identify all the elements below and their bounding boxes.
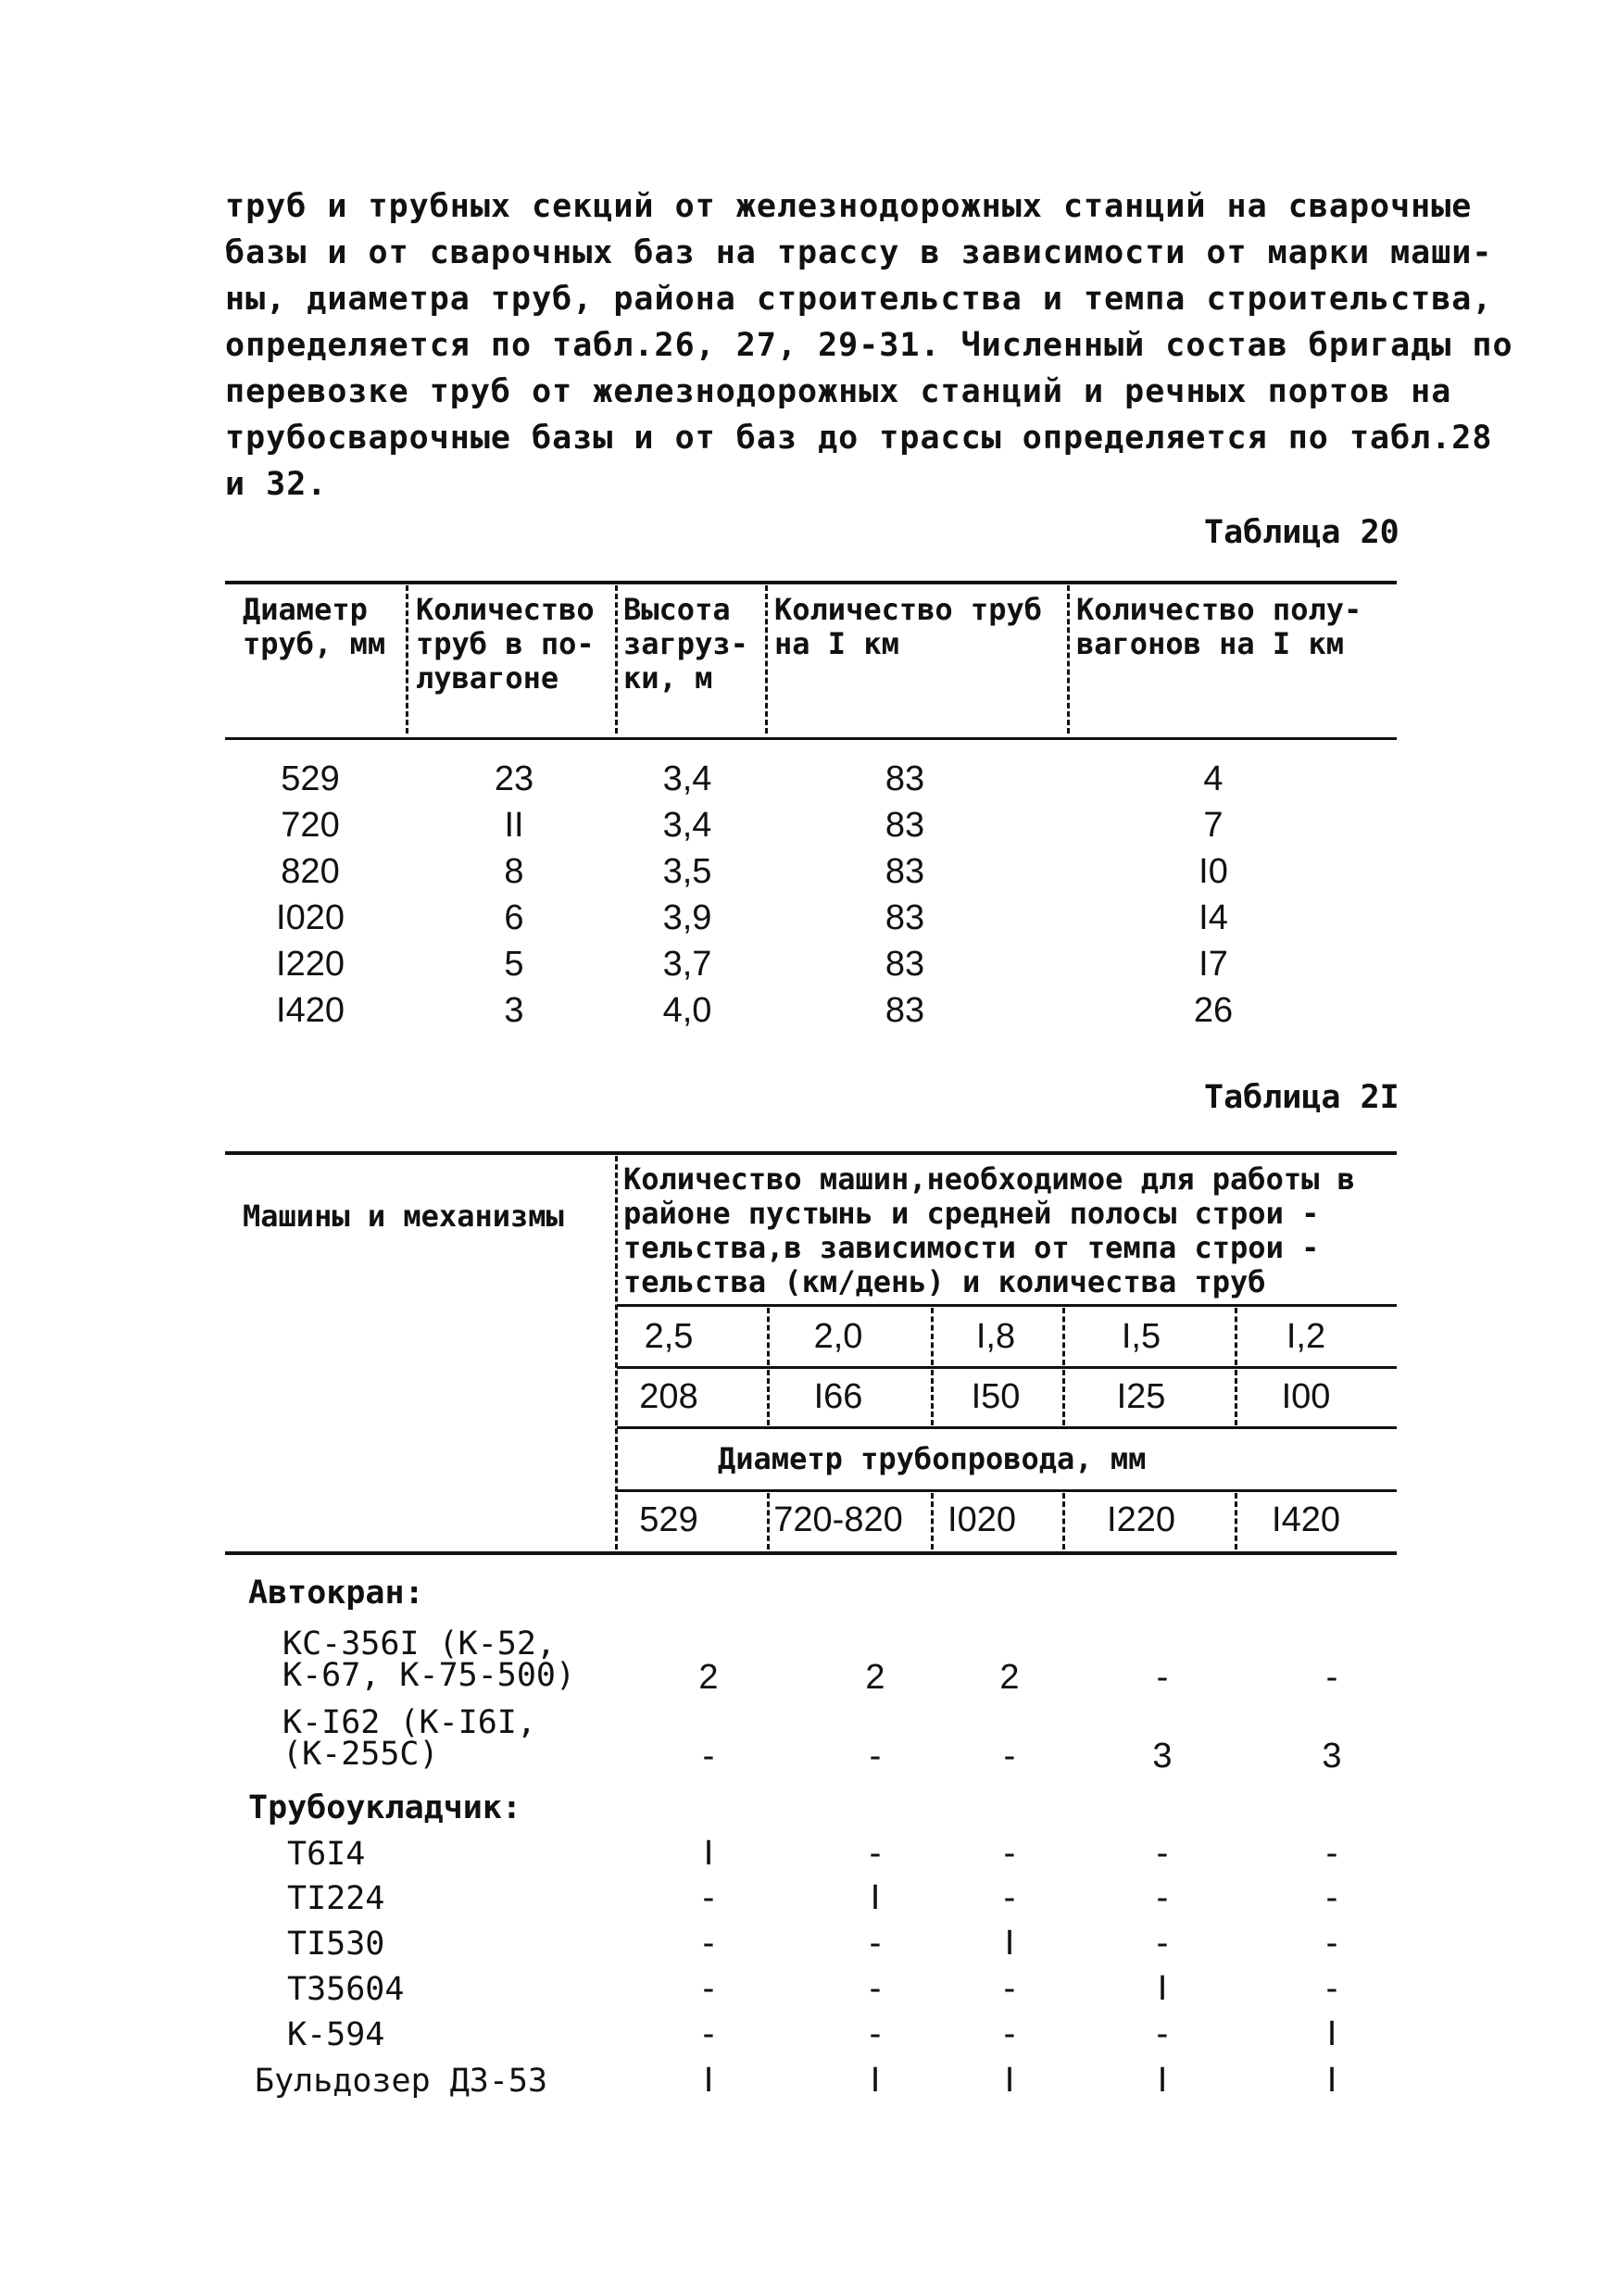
quantity-cell: - <box>1325 1834 1338 1873</box>
quantity-cell: - <box>1003 1969 1016 2008</box>
paragraph-line: базы и от сварочных баз на трассу в зависимости от марки маши- <box>225 234 1493 271</box>
table20-header-pipes-per-km: Количество труб на I км <box>774 592 1042 661</box>
table20-cell: 3,4 <box>662 759 712 798</box>
table20-cell: 83 <box>885 991 925 1030</box>
table21-header-rule <box>225 1551 1397 1555</box>
quantity-cell: - <box>702 1737 715 1775</box>
paragraph-line: перевозке труб от железнодорожных станций и речных портов на <box>225 373 1452 410</box>
diameter-label: Диаметр трубопровода, мм <box>718 1441 1147 1476</box>
table20-cell: I020 <box>276 898 345 937</box>
paragraph-line: ны, диаметра труб, района строительства и темпа строительства, <box>225 281 1493 318</box>
quantity-cell: 3 <box>1152 1737 1173 1775</box>
quantity-cell: - <box>869 1737 882 1775</box>
table20-cell: I220 <box>276 945 345 984</box>
quantity-cell: 2 <box>999 1658 1020 1697</box>
table20-cell: 83 <box>885 945 925 984</box>
diameter-value: 529 <box>639 1500 698 1539</box>
table20-col-divider <box>765 585 768 734</box>
quantity-cell: 3 <box>1322 1737 1342 1775</box>
table20-cell: I7 <box>1199 945 1228 984</box>
table20-header-load-height: Высота загруз- ки, м <box>623 592 748 696</box>
machine-name: ТI224 <box>287 1880 385 1917</box>
table21-col-divider <box>767 1308 770 1365</box>
quantity-cell: I <box>870 2061 881 2100</box>
paragraph-line: определяется по табл.26, 27, 29-31. Численный состав бригады по <box>225 327 1513 364</box>
table20-cell: 3,9 <box>662 898 712 937</box>
quantity-cell: - <box>869 1969 882 2008</box>
table21-header-machines: Машины и механизмы <box>243 1198 564 1234</box>
quantity-cell: I <box>1157 1969 1168 2008</box>
table20-cell: 83 <box>885 898 925 937</box>
quantity-cell: I <box>1004 2061 1015 2100</box>
table21-rule <box>617 1489 1397 1492</box>
quantity-cell: - <box>1156 1878 1169 1917</box>
quantity-cell: - <box>702 1924 715 1963</box>
group-title-autocrane: Автокран: <box>248 1575 424 1612</box>
table21-top-rule <box>225 1151 1397 1155</box>
group-title-pipelayer: Трубоукладчик: <box>248 1789 522 1826</box>
diameter-value: 720-820 <box>773 1500 903 1539</box>
machine-name: К-594 <box>287 2016 385 2053</box>
quantity-cell: - <box>1325 1924 1338 1963</box>
quantity-cell: - <box>1003 2014 1016 2053</box>
pipes-count: I00 <box>1281 1377 1331 1416</box>
body-paragraph <box>225 183 1513 508</box>
diameter-value: I020 <box>948 1500 1016 1539</box>
table20-cell: 4,0 <box>662 991 712 1030</box>
table20-cell: 8 <box>504 852 524 891</box>
table21-rule <box>617 1304 1397 1307</box>
table21-rule <box>617 1426 1397 1429</box>
table20-col-divider <box>1067 585 1070 734</box>
quantity-cell: I <box>1326 2061 1337 2100</box>
table21-col-divider <box>1235 1308 1237 1365</box>
table20-cell: 83 <box>885 759 925 798</box>
quantity-cell: 2 <box>698 1658 719 1697</box>
table20-cell: 720 <box>281 806 340 845</box>
paragraph-line: трубосварочные базы и от баз до трассы определяется по табл.28 <box>225 420 1493 457</box>
table20-cell: 23 <box>494 759 534 798</box>
table20-cell: II <box>504 806 524 845</box>
diameter-value: I220 <box>1107 1500 1175 1539</box>
quantity-cell: - <box>1003 1878 1016 1917</box>
quantity-cell: - <box>702 1969 715 2008</box>
table20-cell: 3,7 <box>662 945 712 984</box>
quantity-cell: - <box>1156 1924 1169 1963</box>
machine-name: КС-356I (К-52, К-67, К-75-500) <box>282 1625 576 1694</box>
table20-cell: 83 <box>885 852 925 891</box>
paragraph-line: и 32. <box>225 466 328 503</box>
table20-cell: 529 <box>281 759 340 798</box>
quantity-cell: - <box>1156 1834 1169 1873</box>
quantity-cell: - <box>1003 1834 1016 1873</box>
table20-top-rule <box>225 581 1397 584</box>
table21-col-divider <box>1235 1493 1237 1549</box>
table20-col-divider <box>406 585 408 734</box>
quantity-cell: I <box>1326 2014 1337 2053</box>
table20-col-divider <box>615 585 618 734</box>
table20-cell: I0 <box>1199 852 1228 891</box>
quantity-cell: - <box>1156 2014 1169 2053</box>
quantity-cell: - <box>869 1834 882 1873</box>
table20-cell: 83 <box>885 806 925 845</box>
table20-cell: 6 <box>504 898 524 937</box>
tempo-value: 2,5 <box>644 1317 694 1356</box>
table21-col-divider <box>767 1370 770 1425</box>
quantity-cell: - <box>702 1878 715 1917</box>
table20-caption: Таблица 20 <box>1204 514 1399 551</box>
table20-header-pipes-per-wagon: Количество труб в по- лувагоне <box>416 592 595 696</box>
table20-header-diameter: Диаметр труб, мм <box>243 592 386 661</box>
table20-cell: 3,4 <box>662 806 712 845</box>
quantity-cell: I <box>870 1878 881 1917</box>
quantity-cell: I <box>703 1834 714 1873</box>
table21-col-divider <box>1235 1370 1237 1425</box>
table20-cell: 820 <box>281 852 340 891</box>
table21-header-quantity: Количество машин,необходимое для работы в районе пустынь и средней полосы строи - тельства,в зависимости от темпа строи - тельства (км/день) и количества труб <box>623 1161 1355 1299</box>
quantity-cell: 2 <box>865 1658 885 1697</box>
quantity-cell: I <box>1004 1924 1015 1963</box>
paragraph-line: труб и трубных секций от железнодорожных станций на сварочные <box>225 188 1473 225</box>
machine-name: К-I62 (К-I6I, (К-255С) <box>282 1704 536 1773</box>
pipes-count: I50 <box>971 1377 1021 1416</box>
table21-rule <box>617 1366 1397 1369</box>
table21-col-divider <box>1062 1308 1065 1365</box>
table20-cell: 5 <box>504 945 524 984</box>
quantity-cell: - <box>1325 1969 1338 2008</box>
machine-name: Т35604 <box>287 1971 405 2008</box>
table20-cell: 26 <box>1193 991 1234 1030</box>
tempo-value: I,5 <box>1121 1317 1161 1356</box>
table20-cell: 3 <box>504 991 524 1030</box>
machine-name: ТI530 <box>287 1926 385 1963</box>
table20-cell: I4 <box>1199 898 1228 937</box>
quantity-cell: - <box>1325 1658 1338 1697</box>
table21-col-divider <box>1062 1493 1065 1549</box>
machine-name: Т6I4 <box>287 1836 366 1873</box>
quantity-cell: - <box>1156 1658 1169 1697</box>
table20-cell: 4 <box>1203 759 1224 798</box>
quantity-cell: - <box>1003 1737 1016 1775</box>
table20-header-rule <box>225 737 1397 740</box>
pipes-count: 208 <box>639 1377 698 1416</box>
table20-cell: 3,5 <box>662 852 712 891</box>
pipes-count: I66 <box>813 1377 863 1416</box>
table20-cell: 7 <box>1203 806 1224 845</box>
table21-caption: Таблица 2I <box>1204 1079 1399 1116</box>
machine-name: Бульдозер ДЗ-53 <box>255 2063 548 2100</box>
quantity-cell: - <box>869 1924 882 1963</box>
tempo-value: I,2 <box>1286 1317 1326 1356</box>
quantity-cell: - <box>869 2014 882 2053</box>
quantity-cell: - <box>702 2014 715 2053</box>
table20-header-wagons-per-km: Количество полу- вагонов на I км <box>1076 592 1362 661</box>
quantity-cell: - <box>1325 1878 1338 1917</box>
table20-cell: I420 <box>276 991 345 1030</box>
pipes-count: I25 <box>1116 1377 1166 1416</box>
tempo-value: 2,0 <box>813 1317 863 1356</box>
diameter-value: I420 <box>1272 1500 1340 1539</box>
table21-col-divider <box>1062 1370 1065 1425</box>
quantity-cell: I <box>1157 2061 1168 2100</box>
quantity-cell: I <box>703 2061 714 2100</box>
tempo-value: I,8 <box>975 1317 1016 1356</box>
